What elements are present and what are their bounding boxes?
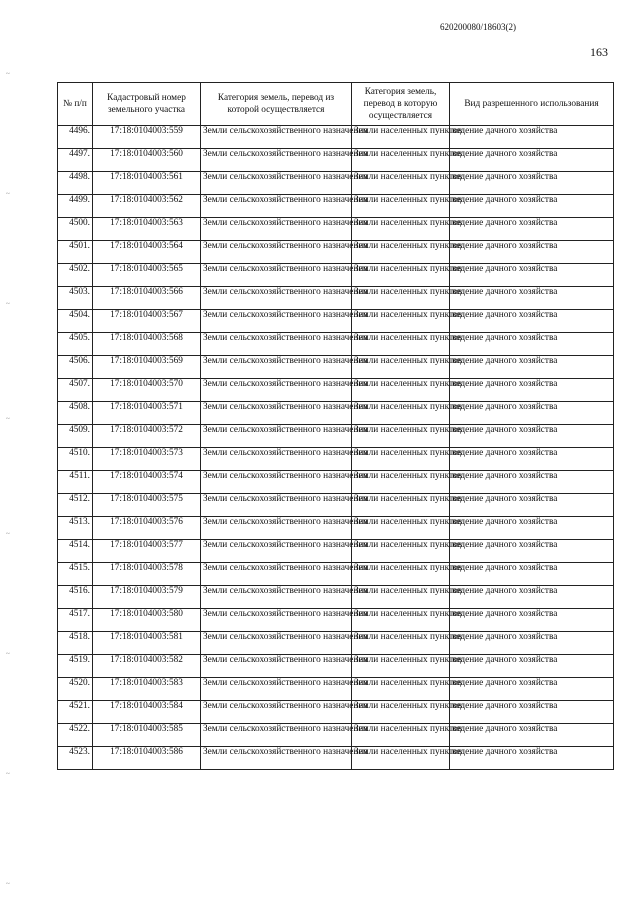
from-category: Земли сельскохозяйственного назначения: [201, 632, 352, 655]
permitted-use: ведение дачного хозяйства: [450, 402, 614, 425]
to-category: Земли населенных пунктов: [352, 655, 450, 678]
from-category: Земли сельскохозяйственного назначения: [201, 448, 352, 471]
permitted-use: ведение дачного хозяйства: [450, 126, 614, 149]
from-category: Земли сельскохозяйственного назначения: [201, 126, 352, 149]
cadastral-number: 17:18:0104003:566: [93, 287, 201, 310]
table-row: [58, 264, 614, 287]
permitted-use: ведение дачного хозяйства: [450, 218, 614, 241]
permitted-use: ведение дачного хозяйства: [450, 333, 614, 356]
to-category: Земли населенных пунктов: [352, 402, 450, 425]
row-number: 4511.: [58, 471, 93, 494]
permitted-use: ведение дачного хозяйства: [450, 655, 614, 678]
cadastral-number: 17:18:0104003:584: [93, 701, 201, 724]
permitted-use: ведение дачного хозяйства: [450, 448, 614, 471]
table-row: [58, 586, 614, 609]
header-permitted-use: Вид разрешенного использования: [450, 83, 614, 126]
from-category: Земли сельскохозяйственного назначения: [201, 609, 352, 632]
row-number: 4506.: [58, 356, 93, 379]
row-number: 4517.: [58, 609, 93, 632]
from-category: Земли сельскохозяйственного назначения: [201, 218, 352, 241]
table-row: [58, 701, 614, 724]
to-category: Земли населенных пунктов: [352, 609, 450, 632]
table-row: [58, 609, 614, 632]
permitted-use: ведение дачного хозяйства: [450, 540, 614, 563]
to-category: Земли населенных пунктов: [352, 494, 450, 517]
permitted-use: ведение дачного хозяйства: [450, 310, 614, 333]
cadastral-number: 17:18:0104003:563: [93, 218, 201, 241]
cadastral-number: 17:18:0104003:575: [93, 494, 201, 517]
to-category: Земли населенных пунктов: [352, 517, 450, 540]
from-category: Земли сельскохозяйственного назначения: [201, 494, 352, 517]
from-category: Земли сельскохозяйственного назначения: [201, 310, 352, 333]
from-category: Земли сельскохозяйственного назначения: [201, 195, 352, 218]
table-row: [58, 632, 614, 655]
to-category: Земли населенных пунктов: [352, 333, 450, 356]
permitted-use: ведение дачного хозяйства: [450, 356, 614, 379]
table-row: [58, 563, 614, 586]
from-category: Земли сельскохозяйственного назначения: [201, 264, 352, 287]
row-number: 4521.: [58, 701, 93, 724]
cadastral-number: 17:18:0104003:572: [93, 425, 201, 448]
table-row: [58, 218, 614, 241]
cadastral-number: 17:18:0104003:581: [93, 632, 201, 655]
row-number: 4497.: [58, 149, 93, 172]
table-row: [58, 448, 614, 471]
table-row: [58, 126, 614, 149]
cadastral-number: 17:18:0104003:573: [93, 448, 201, 471]
table-row: [58, 471, 614, 494]
header-cadastral: Кадастровый номер земельного участка: [93, 83, 201, 126]
table-row: [58, 149, 614, 172]
table-row: [58, 356, 614, 379]
from-category: Земли сельскохозяйственного назначения: [201, 517, 352, 540]
to-category: Земли населенных пунктов: [352, 172, 450, 195]
permitted-use: ведение дачного хозяйства: [450, 632, 614, 655]
row-number: 4512.: [58, 494, 93, 517]
cadastral-number: 17:18:0104003:564: [93, 241, 201, 264]
to-category: Земли населенных пунктов: [352, 563, 450, 586]
permitted-use: ведение дачного хозяйства: [450, 586, 614, 609]
permitted-use: ведение дачного хозяйства: [450, 379, 614, 402]
cadastral-number: 17:18:0104003:580: [93, 609, 201, 632]
cadastral-number: 17:18:0104003:569: [93, 356, 201, 379]
to-category: Земли населенных пунктов: [352, 425, 450, 448]
cadastral-number: 17:18:0104003:586: [93, 747, 201, 770]
to-category: Земли населенных пунктов: [352, 287, 450, 310]
to-category: Земли населенных пунктов: [352, 241, 450, 264]
row-number: 4518.: [58, 632, 93, 655]
from-category: Земли сельскохозяйственного назначения: [201, 655, 352, 678]
row-number: 4519.: [58, 655, 93, 678]
row-number: 4505.: [58, 333, 93, 356]
row-number: 4515.: [58, 563, 93, 586]
permitted-use: ведение дачного хозяйства: [450, 172, 614, 195]
table-row: [58, 425, 614, 448]
permitted-use: ведение дачного хозяйства: [450, 287, 614, 310]
table-row: [58, 517, 614, 540]
permitted-use: ведение дачного хозяйства: [450, 195, 614, 218]
row-number: 4501.: [58, 241, 93, 264]
from-category: Земли сельскохозяйственного назначения: [201, 471, 352, 494]
from-category: Земли сельскохозяйственного назначения: [201, 747, 352, 770]
table-row: [58, 241, 614, 264]
table-row: [58, 494, 614, 517]
permitted-use: ведение дачного хозяйства: [450, 494, 614, 517]
from-category: Земли сельскохозяйственного назначения: [201, 172, 352, 195]
permitted-use: ведение дачного хозяйства: [450, 678, 614, 701]
permitted-use: ведение дачного хозяйства: [450, 724, 614, 747]
from-category: Земли сельскохозяйственного назначения: [201, 356, 352, 379]
row-number: 4522.: [58, 724, 93, 747]
row-number: 4516.: [58, 586, 93, 609]
to-category: Земли населенных пунктов: [352, 724, 450, 747]
permitted-use: ведение дачного хозяйства: [450, 701, 614, 724]
permitted-use: ведение дачного хозяйства: [450, 517, 614, 540]
permitted-use: ведение дачного хозяйства: [450, 471, 614, 494]
to-category: Земли населенных пунктов: [352, 632, 450, 655]
to-category: Земли населенных пунктов: [352, 356, 450, 379]
header-to-category: Категория земель, перевод в которую осуществляется: [352, 83, 450, 126]
cadastral-number: 17:18:0104003:578: [93, 563, 201, 586]
cadastral-number: 17:18:0104003:562: [93, 195, 201, 218]
from-category: Земли сельскохозяйственного назначения: [201, 563, 352, 586]
to-category: Земли населенных пунктов: [352, 264, 450, 287]
to-category: Земли населенных пунктов: [352, 448, 450, 471]
row-number: 4496.: [58, 126, 93, 149]
to-category: Земли населенных пунктов: [352, 310, 450, 333]
table-row: [58, 540, 614, 563]
row-number: 4502.: [58, 264, 93, 287]
permitted-use: ведение дачного хозяйства: [450, 425, 614, 448]
to-category: Земли населенных пунктов: [352, 747, 450, 770]
from-category: Земли сельскохозяйственного назначения: [201, 287, 352, 310]
from-category: Земли сельскохозяйственного назначения: [201, 540, 352, 563]
from-category: Земли сельскохозяйственного назначения: [201, 425, 352, 448]
row-number: 4500.: [58, 218, 93, 241]
cadastral-number: 17:18:0104003:577: [93, 540, 201, 563]
table-row: [58, 287, 614, 310]
to-category: Земли населенных пунктов: [352, 471, 450, 494]
row-number: 4514.: [58, 540, 93, 563]
table-row: [58, 379, 614, 402]
row-number: 4509.: [58, 425, 93, 448]
margin-scan-marks: ~ ~ ~ ~ ~ ~ ~ ~: [6, 70, 10, 888]
header-from-category: Категория земель, перевод из которой осуществляется: [201, 83, 352, 126]
cadastral-number: 17:18:0104003:567: [93, 310, 201, 333]
row-number: 4498.: [58, 172, 93, 195]
cadastral-number: 17:18:0104003:574: [93, 471, 201, 494]
from-category: Земли сельскохозяйственного назначения: [201, 678, 352, 701]
row-number: 4504.: [58, 310, 93, 333]
cadastral-number: 17:18:0104003:576: [93, 517, 201, 540]
to-category: Земли населенных пунктов: [352, 379, 450, 402]
row-number: 4523.: [58, 747, 93, 770]
from-category: Земли сельскохозяйственного назначения: [201, 241, 352, 264]
to-category: Земли населенных пунктов: [352, 586, 450, 609]
table-row: [58, 678, 614, 701]
table-header-row: [58, 83, 614, 126]
land-register-table: [57, 82, 614, 770]
table-row: [58, 333, 614, 356]
cadastral-number: 17:18:0104003:583: [93, 678, 201, 701]
cadastral-number: 17:18:0104003:579: [93, 586, 201, 609]
table-row: [58, 402, 614, 425]
table-row: [58, 655, 614, 678]
cadastral-number: 17:18:0104003:561: [93, 172, 201, 195]
table-row: [58, 310, 614, 333]
cadastral-number: 17:18:0104003:559: [93, 126, 201, 149]
cadastral-number: 17:18:0104003:570: [93, 379, 201, 402]
permitted-use: ведение дачного хозяйства: [450, 149, 614, 172]
table-row: [58, 195, 614, 218]
table-row: [58, 172, 614, 195]
page-number: 163: [590, 45, 608, 59]
to-category: Земли населенных пунктов: [352, 540, 450, 563]
header-num: № п/п: [58, 83, 93, 126]
permitted-use: ведение дачного хозяйства: [450, 747, 614, 770]
permitted-use: ведение дачного хозяйства: [450, 563, 614, 586]
from-category: Земли сельскохозяйственного назначения: [201, 379, 352, 402]
from-category: Земли сельскохозяйственного назначения: [201, 586, 352, 609]
cadastral-number: 17:18:0104003:571: [93, 402, 201, 425]
row-number: 4513.: [58, 517, 93, 540]
cadastral-number: 17:18:0104003:568: [93, 333, 201, 356]
document-code: 620200080/18603(2): [440, 22, 516, 32]
cadastral-number: 17:18:0104003:560: [93, 149, 201, 172]
to-category: Земли населенных пунктов: [352, 126, 450, 149]
row-number: 4507.: [58, 379, 93, 402]
table-row: [58, 724, 614, 747]
cadastral-number: 17:18:0104003:582: [93, 655, 201, 678]
permitted-use: ведение дачного хозяйства: [450, 241, 614, 264]
row-number: 4510.: [58, 448, 93, 471]
from-category: Земли сельскохозяйственного назначения: [201, 149, 352, 172]
from-category: Земли сельскохозяйственного назначения: [201, 402, 352, 425]
table-row: [58, 747, 614, 770]
row-number: 4520.: [58, 678, 93, 701]
from-category: Земли сельскохозяйственного назначения: [201, 333, 352, 356]
to-category: Земли населенных пунктов: [352, 218, 450, 241]
to-category: Земли населенных пунктов: [352, 195, 450, 218]
permitted-use: ведение дачного хозяйства: [450, 609, 614, 632]
cadastral-number: 17:18:0104003:585: [93, 724, 201, 747]
from-category: Земли сельскохозяйственного назначения: [201, 724, 352, 747]
to-category: Земли населенных пунктов: [352, 678, 450, 701]
row-number: 4503.: [58, 287, 93, 310]
row-number: 4499.: [58, 195, 93, 218]
to-category: Земли населенных пунктов: [352, 149, 450, 172]
row-number: 4508.: [58, 402, 93, 425]
to-category: Земли населенных пунктов: [352, 701, 450, 724]
permitted-use: ведение дачного хозяйства: [450, 264, 614, 287]
cadastral-number: 17:18:0104003:565: [93, 264, 201, 287]
from-category: Земли сельскохозяйственного назначения: [201, 701, 352, 724]
